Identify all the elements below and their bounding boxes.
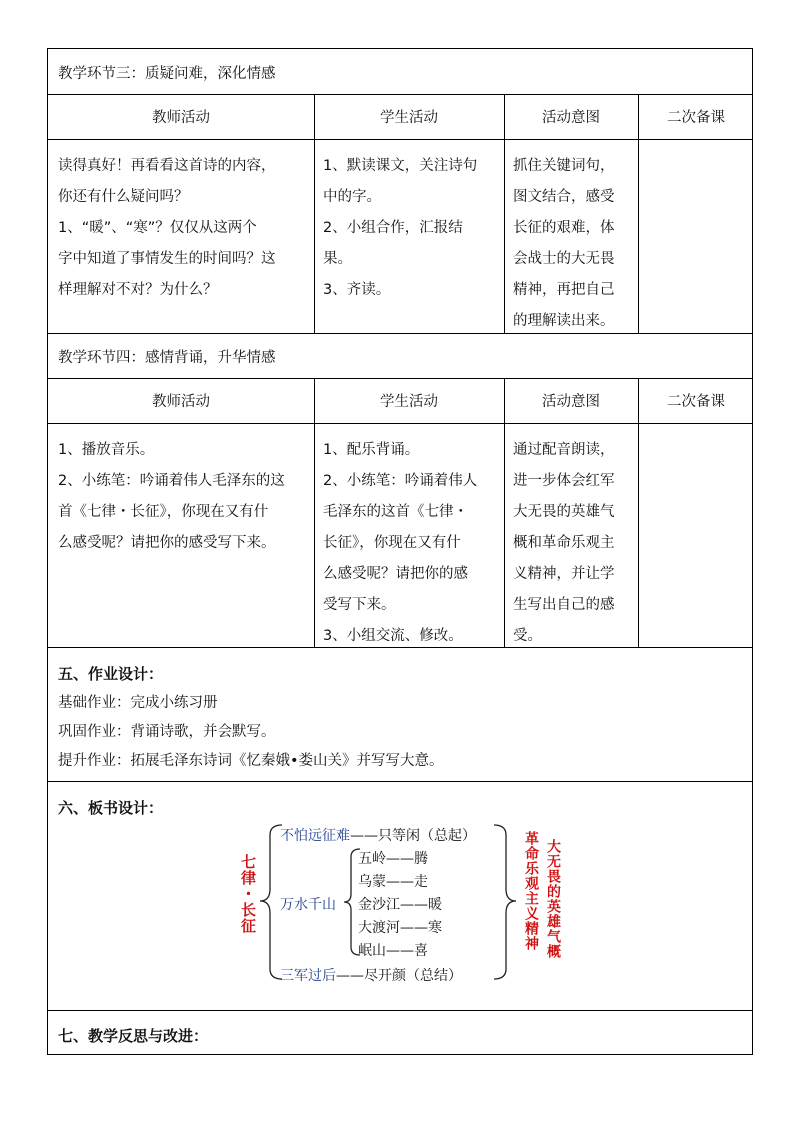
text-line: 长征》，你现在又有什 <box>323 535 461 551</box>
text-line: 首《七律・长征》，你现在又有什 <box>58 504 269 520</box>
row-divider <box>48 139 752 140</box>
row-divider <box>48 781 752 782</box>
board-top-blue: 不怕远征难 <box>280 828 350 844</box>
board-item: 乌蒙——走 <box>358 874 428 890</box>
board-right-col1: 革命乐观主义精神 <box>523 831 539 951</box>
text-line: 生写出自己的感 <box>513 597 615 613</box>
text-line: 长征的艰难，体 <box>513 220 615 236</box>
text-line: 3、小组交流、修改。 <box>323 628 463 644</box>
section3-title: 教学环节三：质疑问难，深化情感 <box>58 66 276 82</box>
text-line: 么感受呢？请把你的感 <box>323 566 468 582</box>
section4-intent-text <box>513 435 635 652</box>
board-item: 金沙江——暖 <box>358 897 442 913</box>
text-line: 大无畏的英雄气 <box>513 504 615 520</box>
text-line: 毛泽东的这首《七律・ <box>323 504 468 520</box>
header-activity-intent: 活动意图 <box>542 394 600 410</box>
text-line: 的理解读出来。 <box>513 313 615 329</box>
homework-heading: 五、作业设计： <box>58 665 164 683</box>
text-line: 会战士的大无畏 <box>513 251 615 267</box>
text-line: 1、默读课文，关注诗句 <box>323 158 478 174</box>
text-line: 么感受呢？请把你的感受写下来。 <box>58 535 276 551</box>
row-divider <box>48 333 752 334</box>
board-bottom-rest: ——尽开颜（总结） <box>336 968 462 984</box>
board-heading: 六、板书设计： <box>58 799 164 817</box>
board-item: 大渡河——寒 <box>358 920 442 936</box>
text-line: 受写下来。 <box>323 597 396 613</box>
board-title-vertical: 七律・长征 <box>239 854 257 934</box>
right-brace <box>494 825 516 979</box>
text-line: 3、齐读。 <box>323 282 391 298</box>
text-line: 1、配乐背诵。 <box>323 442 420 458</box>
section3-student-text <box>323 151 501 306</box>
board-top-rest: ——只等闲（总起） <box>350 828 476 844</box>
text-line: 义精神，并让学 <box>513 566 615 582</box>
text-line: 读得真好！再看看这首诗的内容， <box>58 158 276 174</box>
lesson-plan-table <box>47 48 753 1055</box>
board-right-col2: 大无畏的英雄气概 <box>545 839 561 959</box>
board-bottom-line <box>280 965 462 985</box>
header-student-activity: 学生活动 <box>380 110 438 126</box>
reflection-heading: 七、教学反思与改进： <box>58 1027 209 1045</box>
text-line: 中的字。 <box>323 189 381 205</box>
text-line: 2、小练笔：吟诵着伟人 <box>323 473 478 489</box>
board-top-line <box>280 825 476 845</box>
section4-teacher-text <box>58 435 310 559</box>
text-line: 果。 <box>323 251 352 267</box>
section3-intent-text <box>513 151 635 337</box>
text-line: 图文结合，感受 <box>513 189 615 205</box>
section4-student-text <box>323 435 501 652</box>
board-item: 五岭——腾 <box>358 851 428 867</box>
row-divider <box>48 423 752 424</box>
text-line: 抓住关键词句， <box>513 158 615 174</box>
board-middle-label: 万水千山 <box>280 897 336 913</box>
homework-advanced: 提升作业：拓展毛泽东诗词《忆秦娥•娄山关》并写写大意。 <box>58 753 444 769</box>
header-teacher-activity: 教师活动 <box>152 110 210 126</box>
text-line: 1、“暖”、“寒”？仅仅从这两个 <box>58 220 257 236</box>
header-teacher-activity: 教师活动 <box>152 394 210 410</box>
header-second-prep: 二次备课 <box>667 110 725 126</box>
homework-basic: 基础作业：完成小练习册 <box>58 695 218 711</box>
homework-section <box>58 659 748 776</box>
text-line: 你还有什么疑问吗？ <box>58 189 189 205</box>
section4-title: 教学环节四：感情背诵，升华情感 <box>58 350 276 366</box>
text-line: 样理解对不对？为什么？ <box>58 282 218 298</box>
header-student-activity: 学生活动 <box>380 394 438 410</box>
text-line: 进一步体会红军 <box>513 473 615 489</box>
text-line: 2、小组合作，汇报结 <box>323 220 463 236</box>
section3-teacher-text <box>58 151 310 306</box>
text-line: 字中知道了事情发生的时间吗？这 <box>58 251 276 267</box>
header-activity-intent: 活动意图 <box>542 110 600 126</box>
board-bottom-blue: 三军过后 <box>280 968 336 984</box>
row-divider <box>48 1010 752 1011</box>
homework-consolidate: 巩固作业：背诵诗歌，并会默写。 <box>58 724 276 740</box>
text-line: 2、小练笔：吟诵着伟人毛泽东的这 <box>58 473 285 489</box>
text-line: 概和革命乐观主 <box>513 535 615 551</box>
text-line: 精神，再把自己 <box>513 282 615 298</box>
left-brace <box>260 825 282 979</box>
board-item: 岷山——喜 <box>358 943 428 959</box>
text-line: 通过配音朗读， <box>513 442 615 458</box>
text-line: 受。 <box>513 628 542 644</box>
text-line: 1、播放音乐。 <box>58 442 155 458</box>
header-second-prep: 二次备课 <box>667 394 725 410</box>
